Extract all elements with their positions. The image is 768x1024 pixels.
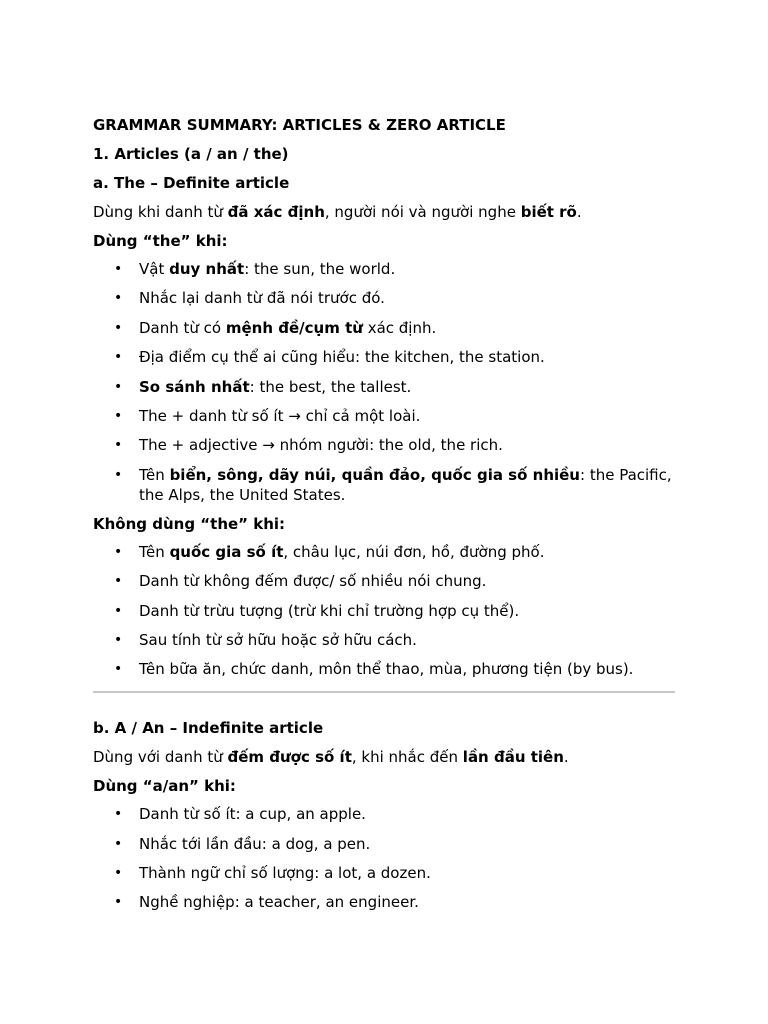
bold-text: lần đầu tiên bbox=[462, 748, 564, 767]
list-item-text bbox=[139, 601, 678, 621]
the-usage-item bbox=[93, 259, 678, 279]
list-item-text bbox=[139, 834, 678, 854]
the-usage-item bbox=[93, 377, 678, 397]
text-run: . bbox=[576, 203, 582, 221]
text-run: Tên bữa ăn, chức danh, môn thể thao, mùa, phương tiện (by bus). bbox=[139, 660, 634, 679]
list-item-text bbox=[139, 571, 678, 591]
list-item-text bbox=[139, 659, 678, 679]
bullet-icon: • bbox=[114, 378, 123, 395]
list-item-text bbox=[139, 542, 678, 562]
section-heading-articles: 1. Articles (a / an / the) bbox=[93, 145, 289, 163]
text-run: Nghề nghiệp: a teacher, an engineer. bbox=[139, 893, 419, 912]
bullet-icon: • bbox=[114, 573, 123, 590]
the-usage-item bbox=[93, 435, 678, 455]
list-item-text bbox=[139, 318, 678, 338]
text-run: , khi nhắc đến bbox=[351, 748, 463, 767]
text-run: Tên bbox=[139, 465, 170, 484]
the-no-usage-item bbox=[93, 659, 678, 679]
the-usage-item bbox=[93, 347, 678, 367]
bold-text: So sánh nhất bbox=[139, 377, 250, 396]
text-run: Nhắc tới lần đầu: a dog, a pen. bbox=[139, 834, 371, 853]
the-no-usage-list bbox=[93, 542, 678, 680]
list-item-text bbox=[139, 804, 678, 824]
list-item-text bbox=[139, 465, 678, 505]
bold-text: biển, sông, dãy núi, quần đảo, quốc gia số nhiều bbox=[169, 465, 580, 484]
the-no-usage-heading: Không dùng “the” khi: bbox=[93, 514, 286, 533]
text-run: Tên bbox=[139, 542, 170, 561]
a-an-intro-paragraph bbox=[93, 747, 678, 767]
bullet-icon: • bbox=[114, 865, 123, 882]
bullet-icon: • bbox=[114, 407, 123, 424]
a-an-usage-list bbox=[93, 804, 678, 912]
a-an-usage-item bbox=[93, 863, 678, 883]
the-no-usage-item bbox=[93, 571, 678, 591]
text-run: : the best, the tallest. bbox=[249, 377, 412, 396]
the-no-usage-item bbox=[93, 542, 678, 562]
text-run: Nhắc lại danh từ đã nói trước đó. bbox=[139, 289, 385, 308]
list-item-text bbox=[139, 259, 678, 279]
document-title: GRAMMAR SUMMARY: ARTICLES & ZERO ARTICLE bbox=[93, 116, 506, 134]
text-run: : the sun, the world. bbox=[244, 260, 396, 278]
bold-text: mệnh đề/cụm từ bbox=[225, 318, 363, 337]
the-usage-item bbox=[93, 406, 678, 426]
list-item-text bbox=[139, 406, 678, 426]
bold-text: biết rõ bbox=[520, 203, 577, 221]
bullet-icon: • bbox=[114, 261, 123, 277]
the-usage-item bbox=[93, 318, 678, 338]
the-usage-item bbox=[93, 465, 678, 505]
list-item-text bbox=[139, 288, 678, 308]
text-run: . bbox=[563, 748, 569, 767]
a-an-usage-heading: Dùng “a/an” khi: bbox=[93, 777, 236, 796]
list-item-text bbox=[139, 863, 678, 883]
text-run: Sau tính từ sở hữu hoặc sở hữu cách. bbox=[139, 630, 417, 649]
bold-text: đếm được số ít bbox=[227, 748, 352, 767]
text-run: : the Pacific, the Alps, the United States. bbox=[139, 465, 672, 504]
text-run: Danh từ số ít: a cup, an apple. bbox=[139, 805, 366, 824]
text-run: Thành ngữ chỉ số lượng: a lot, a dozen. bbox=[139, 864, 431, 883]
the-no-usage-item bbox=[93, 601, 678, 621]
bullet-icon: • bbox=[114, 894, 123, 911]
the-no-usage-item bbox=[93, 630, 678, 650]
bullet-icon: • bbox=[114, 602, 123, 619]
section-divider bbox=[93, 691, 675, 693]
list-item-text bbox=[139, 630, 678, 650]
a-an-usage-item bbox=[93, 834, 678, 854]
bullet-icon: • bbox=[114, 661, 123, 678]
text-run: , châu lục, núi đơn, hồ, đường phố. bbox=[283, 542, 545, 561]
text-run: Danh từ có bbox=[139, 318, 226, 337]
bullet-icon: • bbox=[114, 319, 123, 336]
bullet-icon: • bbox=[114, 290, 123, 307]
the-usage-item bbox=[93, 288, 678, 308]
bullet-icon: • bbox=[114, 543, 123, 560]
subsection-heading-a-an: b. A / An – Indefinite article bbox=[93, 719, 324, 738]
text-run: xác định. bbox=[362, 318, 437, 337]
text-run: Danh từ trừu tượng (trừ khi chỉ trường hợp cụ thể). bbox=[139, 601, 520, 620]
text-run: Vật bbox=[139, 260, 170, 278]
document-page bbox=[93, 115, 678, 922]
text-run: Địa điểm cụ thể ai cũng hiểu: the kitchen, the station. bbox=[139, 348, 545, 367]
text-run: , người nói và người nghe bbox=[324, 203, 521, 221]
bold-text: đã xác định bbox=[227, 203, 325, 221]
bullet-icon: • bbox=[114, 631, 123, 648]
bold-text: quốc gia số ít bbox=[169, 542, 284, 561]
text-run: Dùng với danh từ bbox=[93, 748, 228, 767]
bullet-icon: • bbox=[114, 806, 123, 823]
bold-text: duy nhất bbox=[169, 260, 245, 278]
text-run: The + adjective → nhóm người: the old, the rich. bbox=[139, 436, 503, 455]
text-run: The + danh từ số ít → chỉ cả một loài. bbox=[139, 406, 421, 425]
a-an-usage-item bbox=[93, 804, 678, 824]
the-intro-paragraph bbox=[93, 202, 678, 222]
list-item-text bbox=[139, 435, 678, 455]
the-usage-heading: Dùng “the” khi: bbox=[93, 232, 228, 250]
text-run: Dùng khi danh từ bbox=[93, 203, 228, 221]
list-item-text bbox=[139, 892, 678, 912]
a-an-usage-item bbox=[93, 892, 678, 912]
bullet-icon: • bbox=[114, 835, 123, 852]
bullet-icon: • bbox=[114, 437, 123, 454]
subsection-heading-the: a. The – Definite article bbox=[93, 174, 290, 192]
bullet-icon: • bbox=[114, 349, 123, 366]
the-usage-list bbox=[93, 259, 678, 505]
bullet-icon: • bbox=[114, 466, 123, 483]
text-run: Danh từ không đếm được/ số nhiều nói chung. bbox=[139, 572, 487, 591]
list-item-text bbox=[139, 347, 678, 367]
list-item-text bbox=[139, 377, 678, 397]
